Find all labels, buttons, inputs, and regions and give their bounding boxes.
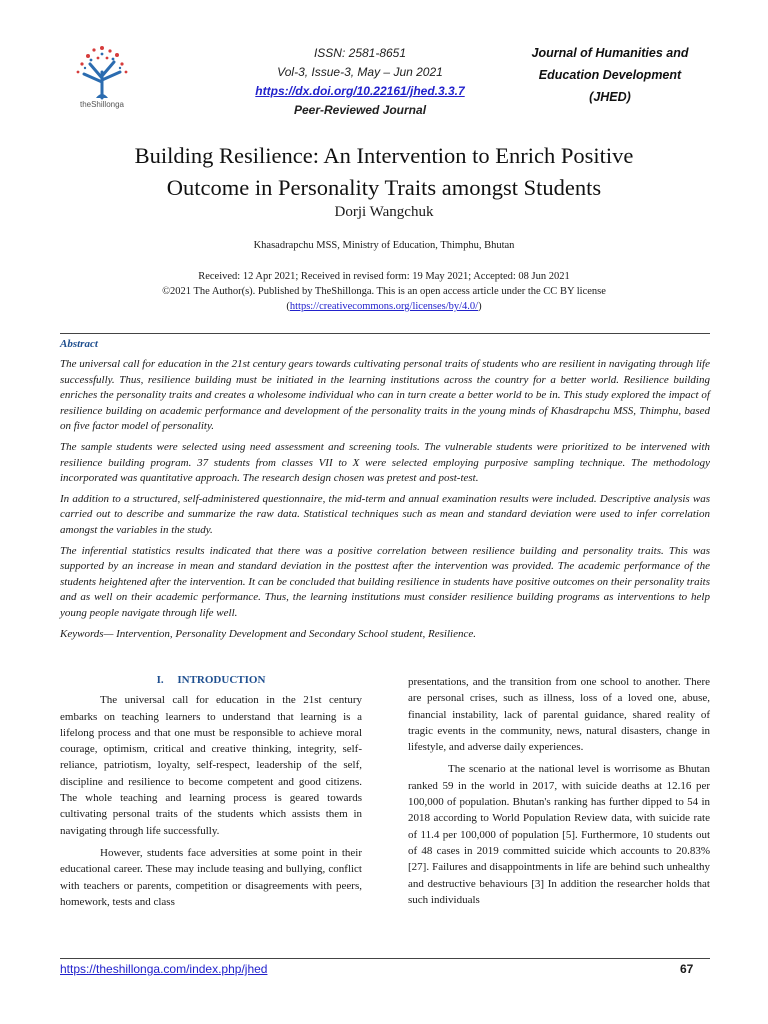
issn: ISSN: 2581-8651 (313, 46, 407, 60)
abstract-paragraph: The sample students were selected using need assessment and screening tools. The vulnerable students were prioritized to be intervened with resilience building program. 37 students from classes VII to X were selected employing purposive sampling technique. The methodology incorporated was quantitative approach. The research design chosen was pretest and post-test. (60, 440, 710, 485)
author-name: Dorji Wangchuk (334, 204, 434, 220)
article-title (60, 140, 708, 204)
author-affiliation: Khasadrapchu MSS, Ministry of Education, Thimphu, Bhutan (253, 240, 515, 251)
abstract-paragraph: The inferential statistics results indicated that there was a positive correlation between resilience building and personality traits. This was supported by an increase in mean and standard deviation in the posttest after the intervention was provided. The academic performance of the students heightened after the intervention. It can be concluded that building resilience in students have positive outcomes on their personality traits and as well on their academic performance. Thus, the learning institutions must consider resilience building programs as interventions to help young people navigate through life well. (60, 544, 710, 619)
body-paragraph: The scenario at the national level is worrisome as Bhutan ranked 59 in the world in 2017, with suicide deaths at 12.16 per 100,000 of population. Bhutan's ranking has further dipped to 54 in 2018 according to World Population Review data, with suicide rate of 11.4 per 100,000 of population [5]. Furthermore, 10 students out of 48 cases in 2019 committed suicide which accounts to 20.83% [27]. Failures and disappointments in life are behind such unhealthy and destructive behaviours [3] In addition the researcher holds that such individuals (408, 763, 710, 906)
body-paragraph: presentations, and the transition from one school to another. There are personal crises, such as illness, loss of a loved one, abuse, financial instability, lack of parental guidance, shared reality of tragic events in the community, news, natural disasters, change in lifestyle, and adverse daily experiences. (408, 676, 710, 754)
copyright-line: ©2021 The Author(s). Published by TheShillonga. This is an open access article under the CC BY license (162, 286, 606, 297)
doi-link[interactable]: https://dx.doi.org/10.22161/jhed.3.3.7 (255, 84, 465, 98)
abstract-heading: Abstract (60, 338, 98, 350)
body-column-left (60, 672, 362, 910)
body-paragraph: However, students face adversities at some point in their educational career. These may include teasing and bullying, conflict with teachers or parents, competition or disagreements with peers, homework, tests and class (60, 846, 362, 908)
footer-divider (60, 958, 710, 959)
abstract-paragraph: In addition to a structured, self-administered questionnaire, the mid-term and annual examination results were included. Descriptive analysis was carried out to describe and summarize the raw data. Statistical techniques such as mean and standard deviation were used to infer correlation amongst the variables in the study. (60, 492, 710, 536)
page-number: 67 (680, 962, 694, 976)
journal-name-line: Education Development (538, 68, 682, 82)
journal-name-line: Journal of Humanities and (531, 46, 689, 60)
tree-logo-icon (62, 40, 148, 100)
logo-text: theShillonga (79, 100, 125, 109)
abstract-paragraph: The universal call for education in the 21st century gears towards cultivating personal traits of students who are resilient in navigating through life successfully. Thus, resilience building must be initiated in the learning institutions across the country for a better world. Resilience building enriches the personality traits and creates a wholesome individual who can in turn create a better world to be in. This study explored the impact of resilience building on academic performance and development of the personality traits in the young minds of Khasdrapchu MSS, Thimphu, based on five factor model of personality. (60, 358, 710, 433)
abstract-body (60, 357, 710, 642)
journal-meta (230, 44, 490, 120)
keywords: Keywords— Intervention, Personality Development and Secondary School student, Resilience. (60, 627, 476, 640)
peer-reviewed-label: Peer-Reviewed Journal (293, 103, 427, 117)
divider (60, 333, 710, 334)
section-heading: I. INTRODUCTION (156, 674, 266, 686)
journal-abbrev: (JHED) (589, 90, 631, 104)
title-line: Building Resilience: An Intervention to Enrich Positive (134, 143, 634, 168)
volume-issue: Vol-3, Issue-3, May – Jun 2021 (277, 65, 443, 79)
body-column-right (408, 674, 710, 908)
license-link[interactable]: https://creativecommons.org/licenses/by/4.0/ (289, 301, 479, 312)
journal-url-link[interactable]: https://theshillonga.com/index.php/jhed (60, 962, 268, 976)
license-line: (https://creativecommons.org/licenses/by/4.0/) (286, 301, 482, 312)
publication-info (60, 269, 708, 314)
title-line: Outcome in Personality Traits amongst Students (166, 175, 602, 200)
journal-name (505, 42, 715, 108)
dates-line: Received: 12 Apr 2021; Received in revised form: 19 May 2021; Accepted: 08 Jun 2021 (198, 271, 570, 282)
body-paragraph: The universal call for education in the 21st century embarks on teaching learners to understand that learning is a lifelong process and that one must be responsible to achieve moral courage, optimism, critical and creative thinking, integrity, self-reliance, patriotism, loyalty, self-respect, leadership of the self, discipline and resilience to become competent and good citizens. The whole teaching and learning process is geared towards cultivating personal traits of the students which assists them in navigating through life successfully. (60, 694, 362, 837)
